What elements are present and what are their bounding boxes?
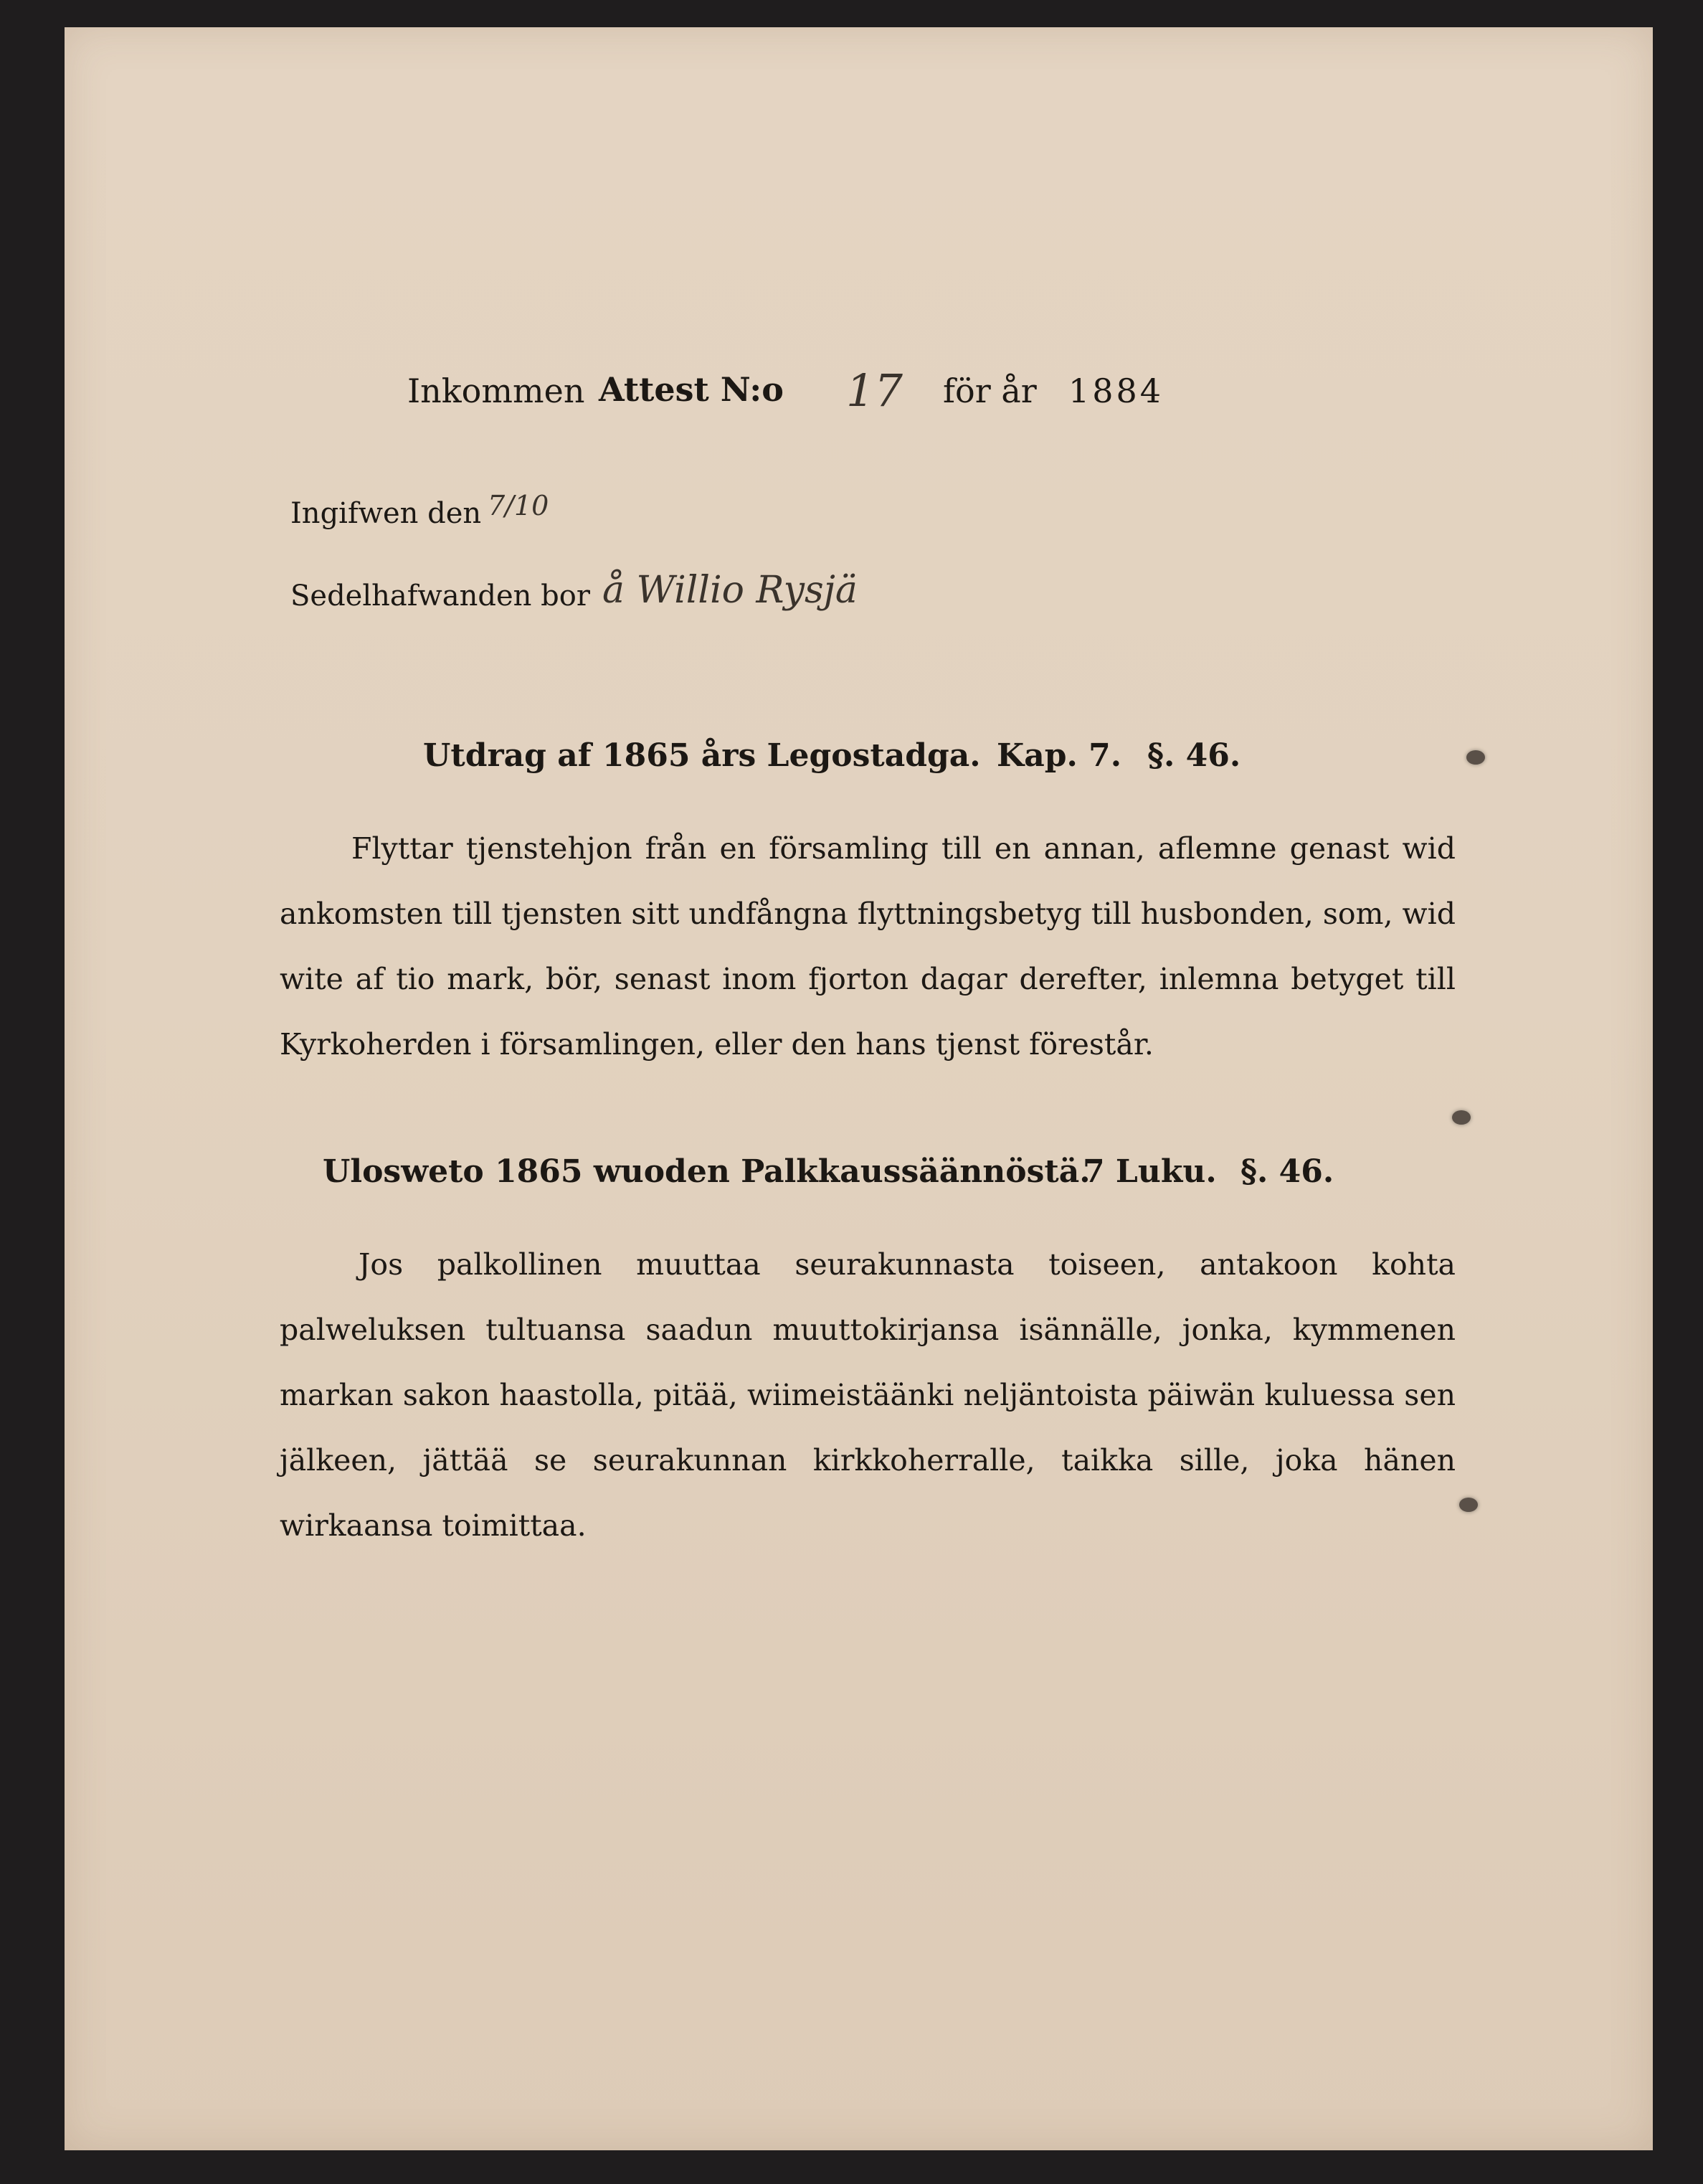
sedel-label: Sedelhafwanden bor — [290, 580, 590, 613]
attest-number: 17 — [846, 364, 903, 417]
finnish-heading: Ulosweto 1865 wuoden Palkkaussäännöstä. — [323, 1153, 1091, 1190]
binding-hole — [1466, 750, 1485, 765]
header-prefix: Inkommen — [407, 372, 585, 410]
swedish-heading: Utdrag af 1865 års Legostadga. — [423, 737, 981, 774]
header-year-label: för år — [943, 372, 1037, 410]
finnish-heading-chapter: 7 Luku. — [1083, 1153, 1217, 1190]
finnish-heading-paragraph: §. 46. — [1241, 1153, 1334, 1190]
swedish-heading-chapter: Kap. 7. — [997, 737, 1122, 774]
swedish-body: Flyttar tjenstehjon från en församling till en annan, aflemne genast wid ankomsten till tjensten sitt undfångna flyttningsbetyg till husbonden, som, wid wite af tio mark, bör, senast inom fjorton dagar derefter, inlemna betyget till Kyrkoherden i församlingen, eller den hans tjenst förestår. — [280, 831, 1456, 1062]
document-page — [65, 27, 1653, 2150]
binding-hole — [1452, 1110, 1471, 1125]
finnish-body: Jos palkollinen muuttaa seurakunnasta toiseen, antakoon kohta palweluksen tultuansa saadun muuttokirjansa isännälle, jonka, kymmenen markan sakon haastolla, pitää, wiimeistäänki neljäntoista päiwän kuluessa sen jälkeen, jättää se seurakunnan kirkkoherralle, taikka sille, joka hänen wirkaansa toimittaa. — [280, 1247, 1456, 1543]
binding-hole — [1459, 1498, 1478, 1512]
ingifwen-label: Ingifwen den — [290, 497, 482, 530]
header-attest: Attest N:o — [599, 370, 784, 409]
ingifwen-value: 7/10 — [488, 490, 549, 521]
header-year: 1884 — [1068, 372, 1164, 410]
swedish-heading-paragraph: §. 46. — [1147, 737, 1241, 774]
sedel-value: å Willio Rysjä — [602, 569, 858, 612]
